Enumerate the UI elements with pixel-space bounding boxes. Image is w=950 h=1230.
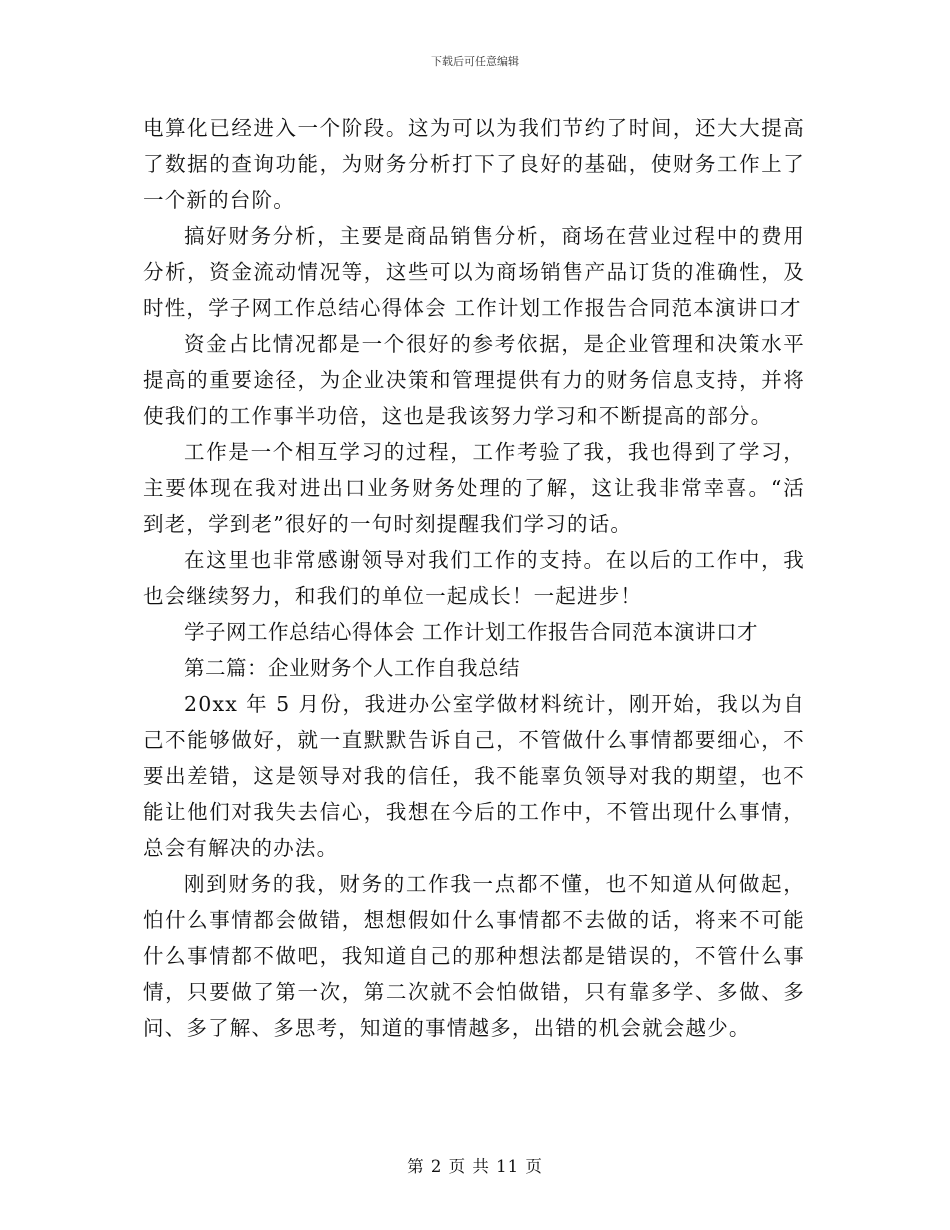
paragraph: 刚到财务的我，财务的工作我一点都不懂，也不知道从何做起，怕什么事情都会做错，想想假如什么事情都不去做的话，将来不可能什么事情都不做吧，我知道自己的那种想法都是错误的，不管什么事情，只要做了第一次，第二次就不会怕做错，只有靠多学、多做、多问、多了解、多思考，知道的事情越多，出错的机会就会越少。 bbox=[143, 872, 805, 1040]
paragraph: 资金占比情况都是一个很好的参考依据，是企业管理和决策水平提高的重要途径，为企业决策和管理提供有力的财务信息支持，并将使我们的工作事半功倍，这也是我该努力学习和不断提高的部分。 bbox=[143, 332, 805, 428]
paragraph: 搞好财务分析，主要是商品销售分析，商场在营业过程中的费用分析，资金流动情况等，这些可以为商场销售产品订货的准确性，及时性，学子网工作总结心得体会 工作计划工作报告合同范本演讲口才 bbox=[143, 224, 805, 320]
paragraph: 工作是一个相互学习的过程，工作考验了我，我也得到了学习，主要体现在我对进出口业务财务处理的了解，这让我非常幸喜。“活到老，学到老”很好的一句时刻提醒我们学习的话。 bbox=[143, 440, 805, 536]
paragraph: 20xx 年 5 月份，我进办公室学做材料统计，刚开始，我以为自己不能够做好，就一直默默告诉自己，不管做什么事情都要细心，不要出差错，这是领导对我的信任，我不能辜负领导对我的期望，也不能让他们对我失去信心，我想在今后的工作中，不管出现什么事情，总会有解决的办法。 bbox=[143, 692, 805, 860]
page-number: 第 2 页 共 11 页 bbox=[407, 1157, 543, 1176]
section-title: 第二篇：企业财务个人工作自我总结 bbox=[184, 656, 520, 680]
page-header-note: 下载后可任意编辑 bbox=[431, 55, 519, 68]
paragraph: 电算化已经进入一个阶段。这为可以为我们节约了时间，还大大提高了数据的查询功能，为财务分析打下了良好的基础，使财务工作上了一个新的台阶。 bbox=[143, 116, 805, 212]
document-body bbox=[143, 110, 805, 1046]
site-line: 学子网工作总结心得体会 工作计划工作报告合同范本演讲口才 bbox=[184, 620, 759, 644]
paragraph: 在这里也非常感谢领导对我们工作的支持。在以后的工作中，我也会继续努力，和我们的单位一起成长！一起进步！ bbox=[143, 548, 805, 608]
